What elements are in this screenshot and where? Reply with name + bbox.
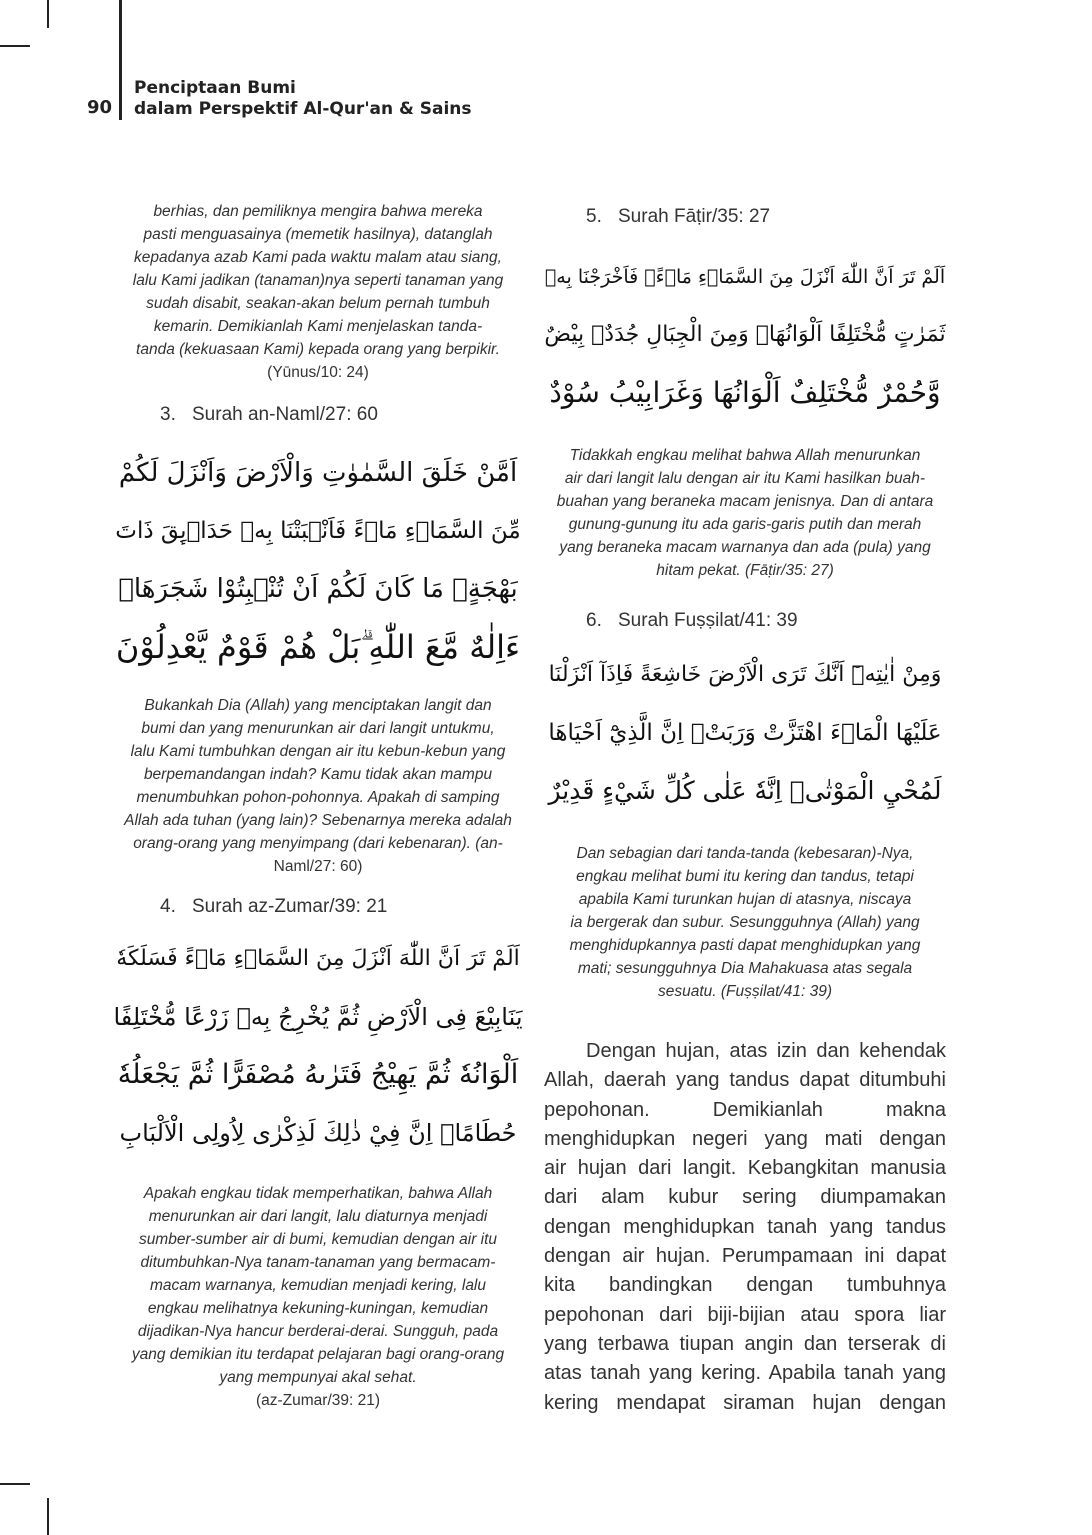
body-line: Dengan hujan, atas izin dan kehendak [586,1040,946,1062]
translation-line: engkau melihatnya kekuning-kuningan, kemudian [147,1300,489,1317]
section-number: 5. [586,206,602,227]
running-head [134,78,472,120]
arabic-line: يَنَابِيْعَ فِى الْاَرْضِ ثُمَّ يُخْرِجُ بِهٖ زَرْعًا مُّخْتَلِفًا [113,1003,523,1031]
left-column [112,200,524,1412]
body-line: pepohonan dari biji-bijian atau spora liar [544,1303,946,1326]
body-line: yang terbawa tiupan angin dan terserak di [544,1332,946,1355]
body-paragraph [544,1037,946,1418]
body-line: menghidupkan negeri yang mati dengan [544,1127,946,1150]
body-line: air hujan dari langit. Kebangkitan manusia [544,1157,946,1180]
section-heading-fussilat [544,610,946,632]
translation-line: kepadanya azab Kami pada waktu malam atau siang, [134,249,502,266]
translation-line: yang mempunyai akal sehat. [219,1369,417,1386]
translation-line: Apakah engkau tidak memperhatikan, bahwa Allah [143,1185,493,1202]
body-line: pepohonan. Demikianlah makna [544,1098,946,1121]
translation-line: Allah ada tuhan (yang lain)? Sebenarnya mereka adalah [124,812,512,829]
body-line: dengan menghidupkan tanah yang tandus [544,1215,946,1238]
translation-line: dijadikan-Nya hancur berderai-derai. Sungguh, pada [137,1323,499,1340]
arabic-line: حُطَامًاۗ اِنَّ فِيْ ذٰلِكَ لَذِكْرٰى لِاُولِى الْاَلْبَابِ [119,1119,517,1147]
translation-line: macam warnanya, kemudian menjadi kering, lalu [150,1277,486,1294]
body-line: kering mendapat siraman hujan dengan [544,1391,946,1414]
arabic-line: عَلَيْهَا الْمَاۤءَ اهْتَزَّتْ وَرَبَتْۗ اِنَّ الَّذِيْٓ اَحْيَاهَا [548,720,942,746]
arabic-line: بَهْجَةٍۚ مَا كَانَ لَكُمْ اَنْ تُنْۢبِتُوْا شَجَرَهَاۗ [118,574,518,604]
translation-line: sesuatu. (Fuṣṣilat/41: 39) [657,983,833,1000]
translation-line: berhias, dan pemiliknya mengira bahwa mereka [153,203,483,220]
intro-translation [112,200,524,384]
body-line: kita bandingkan dengan tumbuhnya [544,1274,946,1297]
section-number: 4. [160,896,176,917]
translation-an-naml [112,694,524,878]
translation-az-zumar [112,1182,524,1412]
crop-mark-top-left [47,0,49,28]
translation-line: Bukankah Dia (Allah) yang menciptakan langit dan [144,697,492,714]
translation-fussilat [544,842,946,1003]
citation: (Yūnus/10: 24) [267,364,369,381]
arabic-line: ثَمَرٰتٍ مُّخْتَلِفًا اَلْوَانُهَاۗ وَمِنَ الْجِبَالِ جُدَدٌۢ بِيْضٌ [544,322,946,347]
section-number: 3. [160,404,176,425]
translation-line: pasti menguasainya (memetik hasilnya), datanglah [143,226,493,243]
translation-line: lalu Kami tumbuhkan dengan air itu kebun-kebun yang [130,743,506,760]
arabic-line: اَلَمْ تَرَ اَنَّ اللّٰهَ اَنْزَلَ مِنَ السَّمَاۤءِ مَاۤءً فَسَلَكَهٗ [116,946,520,971]
body-line: dari alam kubur sering diumpamakan [544,1186,946,1209]
section-heading-an-naml [112,404,524,426]
section-title: Surah Fuṣṣilat/41: 39 [618,610,798,631]
translation-line: tanda (kekuasaan Kami) kepada orang yang berpikir. [136,341,500,358]
section-heading-fatir [544,206,946,228]
arabic-line: لَمُحْيِ الْمَوْتٰىۗ اِنَّهٗ عَلٰى كُلِّ شَيْءٍ قَدِيْرٌ [548,776,942,805]
section-heading-az-zumar [112,896,524,918]
right-column [544,200,946,1418]
arabic-line: وَّحُمْرٌ مُّخْتَلِفٌ اَلْوَانُهَا وَغَرَابِيْبُ سُوْدٌ [549,376,941,409]
section-title: Surah Fāṭir/35: 27 [618,206,771,227]
translation-line: lalu Kami jadikan (tanaman)nya seperti tanaman yang [132,272,504,289]
section-title: Surah az-Zumar/39: 21 [192,896,388,917]
translation-line: sudah disabit, seakan-akan belum pernah tumbuh [146,295,490,312]
translation-line: Dan sebagian dari tanda-tanda (kebesaran)-Nya, [576,845,914,862]
arabic-verse-fatir [544,248,946,422]
translation-line: Tidakkah engkau melihat bahwa Allah menurunkan [569,447,921,464]
translation-line: ditumbuhkan-Nya tanam-tanaman yang bermacam- [140,1254,496,1271]
translation-line: kemarin. Demikianlah Kami menjelaskan tanda- [153,318,483,335]
page-number: 90 [87,97,113,118]
translation-line: menurunkan air dari langit, lalu diaturnya menjadi [148,1208,488,1225]
translation-line: Naml/27: 60) [273,858,363,875]
translation-line: engkau melihat bumi itu kering dan tandus, tetapi [576,868,914,885]
translation-line: menumbuhkan pohon-pohonnya. Apakah di samping [136,789,500,806]
running-head-line-2: dalam Perspektif Al-Qur'an & Sains [134,99,472,119]
body-line: atas tanah yang kering. Apabila tanah yang [544,1362,946,1385]
translation-fatir [544,444,946,582]
translation-line: menghidupkannya pasti dapat menghidupkan yang [569,937,921,954]
arabic-line: اَمَّنْ خَلَقَ السَّمٰوٰتِ وَالْاَرْضَ وَاَنْزَلَ لَكُمْ [118,458,518,488]
translation-line: buahan yang beraneka macam jenisnya. Dan di antara [556,493,934,510]
translation-line: ia bergerak dan subur. Sesungguhnya (Allah) yang [570,914,920,931]
body-line: dengan air hujan. Perumpamaan ini dapat [544,1245,946,1268]
translation-line: apabila Kami turunkan hujan di atasnya, niscaya [578,891,912,908]
arabic-line: اَلَمْ تَرَ اَنَّ اللّٰهَ اَنْزَلَ مِنَ السَّمَاۤءِ مَاۤءًۚ فَاَخْرَجْنَا بِهٖ [544,266,946,288]
translation-line: yang beraneka macam warnanya dan ada (pula) yang [559,539,931,556]
arabic-verse-fussilat [544,646,946,820]
section-title: Surah an-Naml/27: 60 [192,404,378,425]
translation-line: sumber-sumber air di bumi, kemudian dengan air itu [138,1231,498,1248]
arabic-line: اَلْوَانُهٗ ثُمَّ يَهِيْجُ فَتَرٰىهُ مُصْفَرًّا ثُمَّ يَجْعَلُهٗ [117,1059,519,1090]
crop-mark-top-left-horizontal [0,45,30,47]
translation-line: yang demikian itu terdapat pelajaran bagi orang-orang [131,1346,505,1363]
translation-line: mati; sesungguhnya Dia Mahakuasa atas segala [577,960,913,977]
arabic-verse-az-zumar [112,930,524,1162]
arabic-line: ءَاِلٰهٌ مَّعَ اللّٰهِ ۗبَلْ هُمْ قَوْمٌ يَّعْدِلُوْنَ [115,628,521,666]
running-head-line-1: Penciptaan Bumi [134,78,296,98]
translation-line: gunung-gunung itu ada garis-garis putih dan merah [568,516,922,533]
section-number: 6. [586,610,602,631]
translation-line: berpemandangan indah? Kamu tidak akan mampu [143,766,493,783]
translation-line: air dari langit lalu dengan air itu Kami hasilkan buah- [564,470,926,487]
crop-mark-bottom-left [47,1498,49,1535]
translation-line: orang-orang yang menyimpang (dari kebenaran). (an- [133,835,503,852]
crop-mark-bottom-left-horizontal [0,1483,30,1485]
arabic-verse-an-naml [112,444,524,676]
arabic-line: وَمِنْ اٰيٰتِهٖٓ اَنَّكَ تَرَى الْاَرْضَ خَاشِعَةً فَاِذَآ اَنْزَلْنَا [548,662,942,687]
citation: (az-Zumar/39: 21) [255,1392,381,1409]
header-vertical-rule [119,0,122,120]
translation-line: hitam pekat. (Fāṭir/35: 27) [656,562,834,579]
arabic-line: مِّنَ السَّمَاۤءِ مَاۤءً فَاَنْۢبَتْنَا بِهٖ حَدَاۤىِٕقَ ذَاتَ [115,518,521,544]
body-line: Allah, daerah yang tandus dapat ditumbuhi [544,1069,946,1092]
translation-line: bumi dan yang menurunkan air dari langit untukmu, [141,720,495,737]
